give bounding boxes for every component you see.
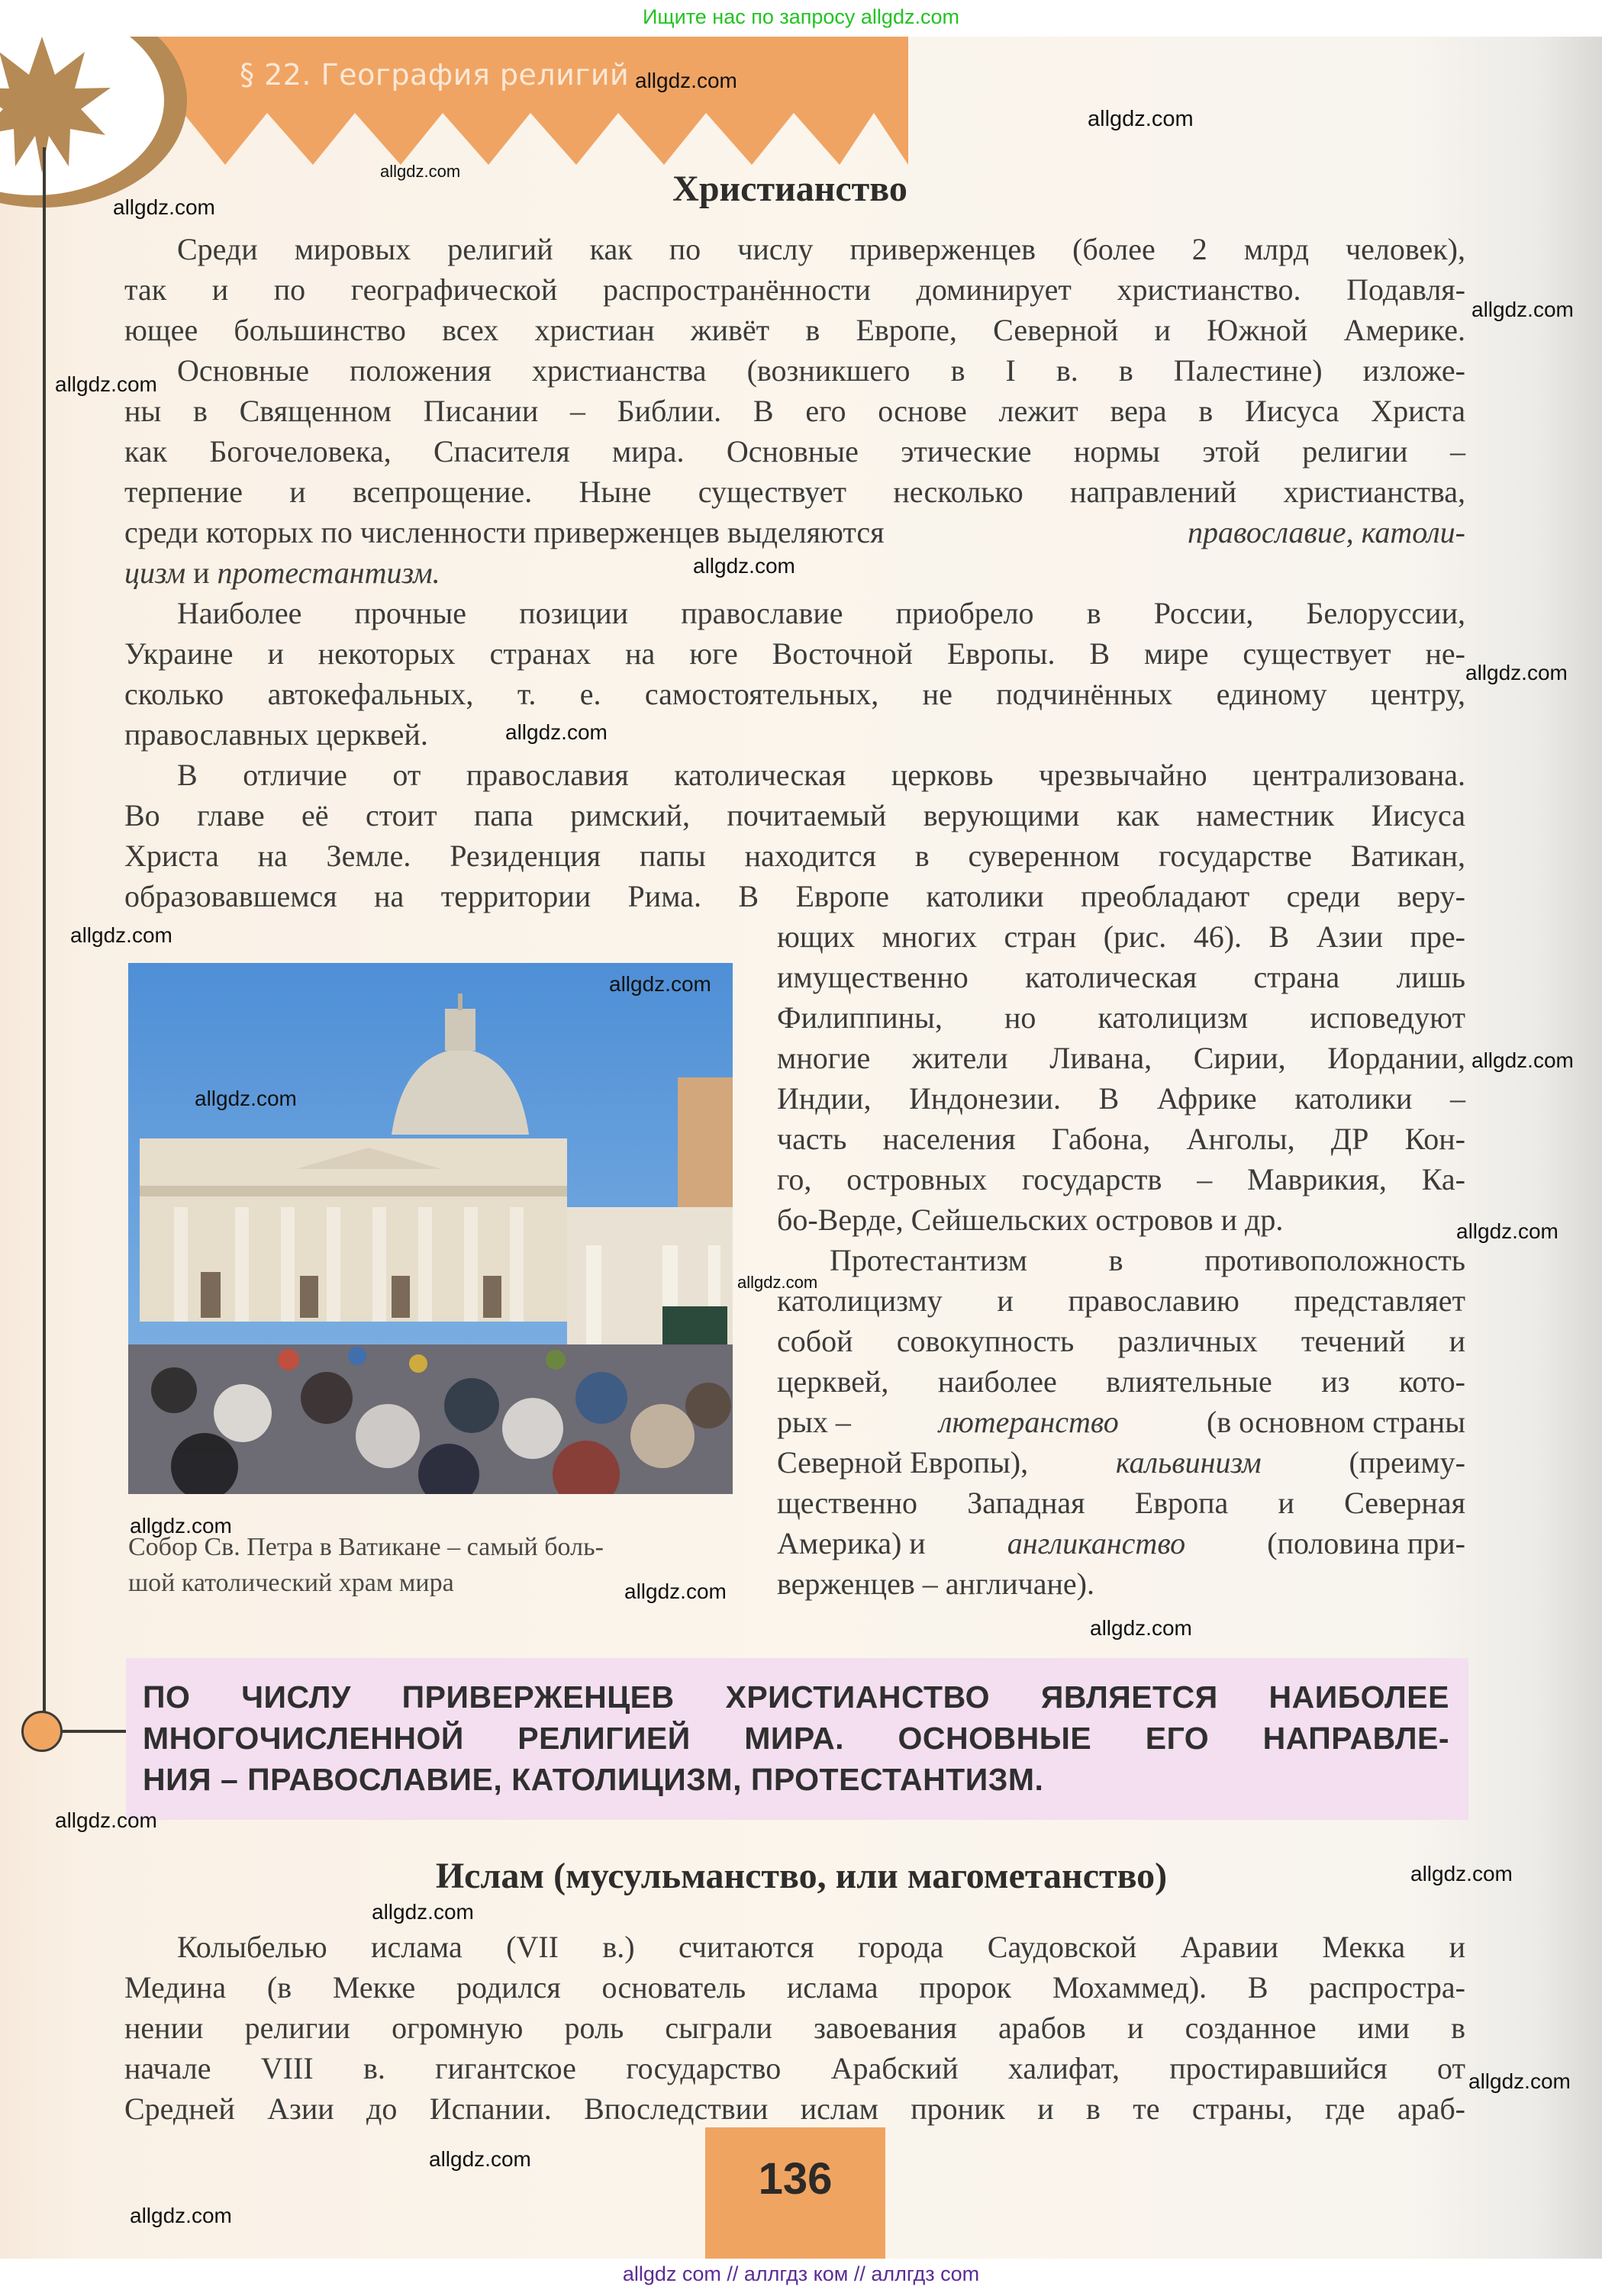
summary-line: ПО ЧИСЛУ ПРИВЕРЖЕНЦЕВ ХРИСТИАНСТВО ЯВЛЯЕТСЯ НАИБОЛЕЕ [143,1679,1449,1715]
text-line: ющее большинство всех христиан живёт в Европе, Северной и Южной Америке. [124,313,1465,347]
text-line: Средней Азии до Испании. Впоследствии ислам проник и в те страны, где араб- [124,2092,1465,2126]
text-line: ющих многих стран (рис. 46). В Азии пре- [777,919,1465,954]
watermark: allgdz.com [130,1514,232,1538]
watermark: allgdz.com [380,162,461,181]
text-line: образовавшемся на территории Рима. В Европе католики преобладают среди веру- [124,879,1465,913]
text-line: Наиболее прочные позиции православие приобрело в России, Белоруссии, [177,596,1465,630]
watermark: allgdz.com [624,1580,727,1603]
section-header-band [0,37,1602,174]
watermark: allgdz.com [372,1900,474,1924]
watermark: allgdz.com [505,720,608,744]
text-line: как Богочеловека, Спасителя мира. Основные этические нормы этой религии – [124,434,1465,469]
summary-box [126,1658,1468,1820]
text-line: го, островных государств – Маврикия, Ка- [777,1162,1465,1196]
term-calvinism: кальвинизм [1115,1445,1262,1480]
summary-marker-icon [21,1711,63,1752]
term-orthodoxy-catholicism: православие, католи- [1187,515,1465,549]
watermark: allgdz.com [737,1273,818,1292]
text-line: так и по географической распространённости доминирует христианство. Подавля- [124,272,1465,307]
watermark: allgdz.com [1090,1616,1192,1640]
watermark: allgdz.com [1410,1862,1513,1885]
text-line: Индии, Индонезии. В Африке католики – [777,1081,1465,1116]
term-catholicism-end: цизм [124,555,186,590]
heading-christianity: Христианство [672,169,907,209]
heading-islam: Ислам (мусульманство, или магометанство) [435,1856,1168,1896]
page-number-tab [705,2127,885,2259]
text-line: Основные положения христианства (возникшего в I в. в Палестине) изложе- [177,353,1465,388]
watermark: allgdz.com [70,923,172,947]
text-line: многие жители Ливана, Сирии, Иордании, [777,1041,1465,1075]
watermark: allgdz.com [1471,298,1574,321]
text-line: Во главе её стоит папа римский, почитаемый верующими как наместник Иисуса [124,798,1465,832]
text-segment: рых – [777,1405,851,1439]
watermark: allgdz.com [429,2147,531,2171]
text-line: Филиппины, но католицизм исповедуют [777,1000,1465,1035]
text-line: Среди мировых религий как по числу приверженцев (более 2 млрд человек), [177,232,1465,266]
text-line: Украине и некоторых странах на юге Восточной Европы. В мире существует не- [124,636,1465,671]
text-line: Христа на Земле. Резиденция папы находится в суверенном государстве Ватикан, [124,839,1465,873]
text-line [124,555,440,591]
text-line: сколько автокефальных, т. е. самостоятельных, не подчинённых единому центру, [124,677,1465,711]
text-line: нении религии огромную роль сыграли завоевания арабов и созданное ими в [124,2011,1465,2045]
text-line [777,1444,1465,1481]
text-line: В отличие от православия католическая церковь чрезвычайно централизована. [177,758,1465,792]
summary-line: МНОГОЧИСЛЕННОЙ РЕЛИГИЕЙ МИРА. ОСНОВНЫЕ ЕГО НАПРАВЛЕ- [143,1721,1449,1756]
watermark: allgdz.com [113,195,215,219]
text-line: Медина (в Мекке родился основатель ислама пророк Мохаммед). В распростра- [124,1970,1465,2005]
term-protestantism: протестантизм. [217,555,440,590]
text-line: щественно Западная Европа и Северная [777,1486,1465,1520]
text-line: православных церквей. [124,717,428,752]
term-anglicanism: англиканство [1007,1526,1186,1560]
text-segment: Северной Европы), [777,1445,1029,1480]
textbook-page [0,37,1602,2259]
text-segment: и [193,555,210,590]
watermark: allgdz.com [609,972,711,996]
watermark: allgdz.com [1471,1048,1574,1072]
text-line: ны в Священном Писании – Библии. В его основе лежит вера в Иисуса Христа [124,394,1465,428]
text-segment: (в основном страны [1207,1405,1465,1439]
text-line: имущественно католическая страна лишь [777,960,1465,994]
text-segment: среди которых по численности приверженцев выделяются [124,515,885,549]
margin-rule [43,147,46,1719]
term-lutheranism: лютеранство [939,1405,1119,1439]
text-line: терпение и всепрощение. Ныне существует несколько направлений христианства, [124,475,1465,509]
summary-connector-line [63,1730,127,1733]
text-line: собой совокупность различных течений и [777,1324,1465,1358]
text-line [777,1404,1465,1441]
text-line: начале VIII в. гигантское государство Арабский халифат, простиравшийся от [124,2051,1465,2085]
text-line: католицизму и православию представляет [777,1283,1465,1318]
watermark: allgdz.com [1468,2069,1571,2093]
photo-caption-line: шой католический храм мира [128,1569,454,1597]
text-line: часть населения Габона, Анголы, ДР Кон- [777,1122,1465,1156]
watermark: allgdz.com [635,69,737,92]
top-watermark-banner [0,0,1602,37]
watermark: allgdz.com [55,1808,157,1832]
watermark: allgdz.com [1088,107,1194,131]
watermark: allgdz.com [195,1087,297,1110]
watermark: allgdz.com [55,372,157,396]
text-line: Колыбелью ислама (VII в.) считаются города Саудовской Аравии Мекка и [177,1930,1465,1964]
watermark: allgdz.com [693,554,795,578]
text-line: церквей, наиболее влиятельные из кото- [777,1364,1465,1399]
text-segment: (половина при- [1267,1526,1465,1560]
basilica-illustration [128,963,733,1494]
text-line [124,514,1465,551]
watermark: allgdz.com [1456,1219,1558,1243]
bottom-watermark-banner [0,2259,1602,2296]
text-segment: Америка) и [777,1526,926,1560]
text-segment: (преиму- [1349,1445,1465,1480]
photo-caption-line: Собор Св. Петра в Ватикане – самый боль- [128,1533,604,1561]
text-line: верженцев – англичане). [777,1567,1094,1601]
text-line: Протестантизм в противоположность [830,1243,1465,1277]
bottom-banner-text: allgdz com // аллгдз ком // аллгдз com [622,2262,980,2285]
photo-st-peters-basilica [128,963,733,1494]
text-line: бо-Верде, Сейшельских островов и др. [777,1203,1284,1237]
section-title: § 22. География религий [240,58,630,92]
watermark: allgdz.com [1465,661,1568,684]
summary-line: НИЯ – ПРАВОСЛАВИЕ, КАТОЛИЦИЗМ, ПРОТЕСТАНТИЗМ. [143,1762,1044,1797]
watermark: allgdz.com [130,2204,232,2227]
top-banner-text: Ищите нас по запросу allgdz.com [643,5,959,28]
page-number: 136 [758,2154,833,2204]
text-line [777,1525,1465,1562]
